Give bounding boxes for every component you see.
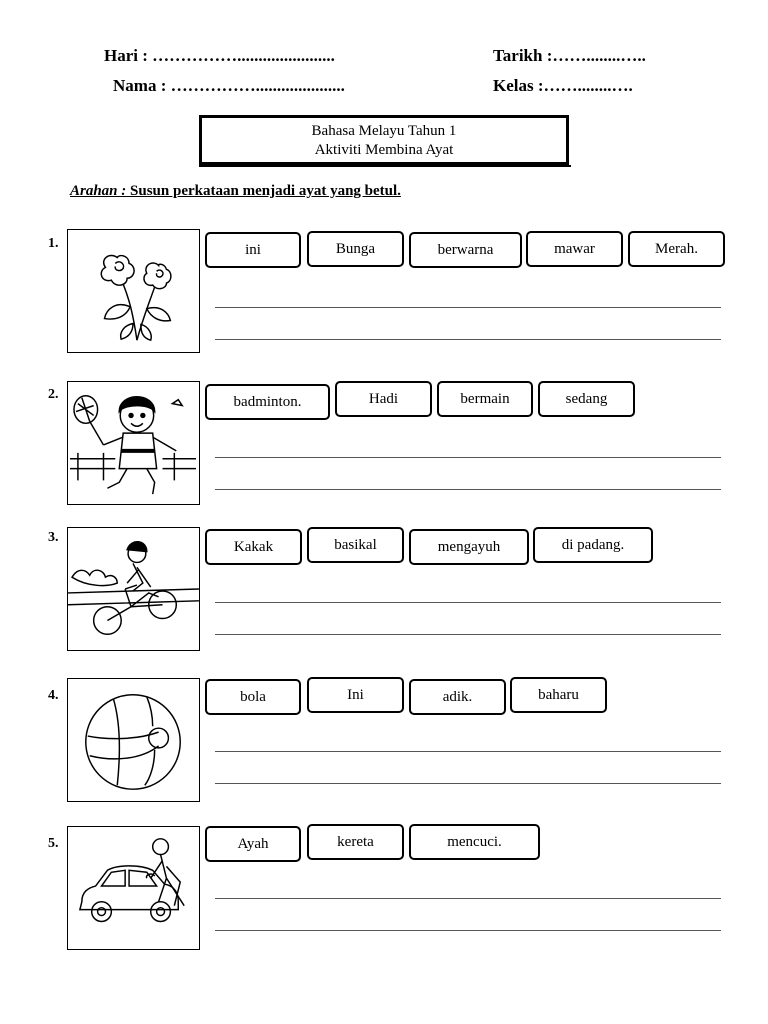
answer-line[interactable]	[215, 930, 721, 931]
word-card[interactable]: Hadi	[335, 381, 432, 417]
girl-bicycle-icon	[67, 527, 200, 651]
girl-badminton-icon	[67, 381, 200, 505]
answer-line[interactable]	[215, 457, 721, 458]
answer-line[interactable]	[215, 898, 721, 899]
man-washing-car-icon	[67, 826, 200, 950]
word-card[interactable]: badminton.	[205, 384, 330, 420]
title-box	[199, 115, 569, 165]
word-card[interactable]: kereta	[307, 824, 404, 860]
word-card[interactable]: baharu	[510, 677, 607, 713]
nama-field: Nama : …………….....................	[113, 76, 345, 95]
rose-flowers-icon	[67, 229, 200, 353]
answer-line[interactable]	[215, 634, 721, 635]
title-line-2: Aktiviti Membina Ayat	[314, 142, 454, 158]
question-number: 5.	[48, 836, 59, 851]
word-card[interactable]: Kakak	[205, 529, 302, 565]
word-card[interactable]: berwarna	[409, 232, 522, 268]
word-card[interactable]: Merah.	[628, 231, 725, 267]
answer-line[interactable]	[215, 307, 721, 308]
title-line-1: Bahasa Melayu Tahun 1	[311, 123, 457, 139]
word-card[interactable]: ini	[205, 232, 301, 268]
answer-line[interactable]	[215, 751, 721, 752]
word-card[interactable]: mengayuh	[409, 529, 529, 565]
word-card[interactable]: bola	[205, 679, 301, 715]
beach-ball-icon	[67, 678, 200, 802]
word-card[interactable]: di padang.	[533, 527, 653, 563]
answer-line[interactable]	[215, 489, 721, 490]
word-card[interactable]: adik.	[409, 679, 506, 715]
word-card[interactable]: bermain	[437, 381, 533, 417]
word-card[interactable]: Bunga	[307, 231, 404, 267]
word-card[interactable]: sedang	[538, 381, 635, 417]
word-card[interactable]: Ini	[307, 677, 404, 713]
kelas-field: Kelas :……........….	[493, 76, 633, 95]
answer-line[interactable]	[215, 339, 721, 340]
question-number: 4.	[48, 688, 59, 703]
question-number: 1.	[48, 236, 59, 251]
word-card[interactable]: mawar	[526, 231, 623, 267]
instruction-label: Arahan :	[70, 183, 127, 199]
word-card[interactable]: Ayah	[205, 826, 301, 862]
answer-line[interactable]	[215, 783, 721, 784]
hari-field: Hari : …………….......................	[104, 46, 335, 65]
word-card[interactable]: basikal	[307, 527, 404, 563]
word-card[interactable]: mencuci.	[409, 824, 540, 860]
instruction-text: Susun perkataan menjadi ayat yang betul.	[130, 183, 401, 199]
question-number: 2.	[48, 387, 59, 402]
tarikh-field: Tarikh :……........…..	[493, 46, 646, 65]
answer-line[interactable]	[215, 602, 721, 603]
instruction	[70, 183, 401, 200]
question-number: 3.	[48, 530, 59, 545]
